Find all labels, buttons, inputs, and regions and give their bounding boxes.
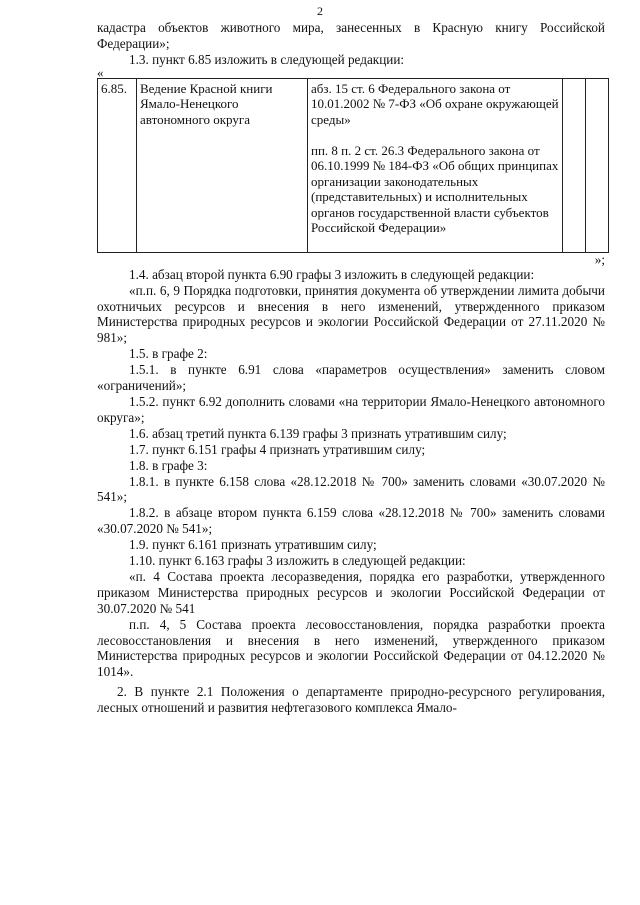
quote-close-mark: »;	[594, 251, 605, 267]
quote-open-mark: «	[97, 64, 104, 80]
paragraph-1-8-1: 1.8.1. в пункте 6.158 слова «28.12.2018 № 700» заменить словами «30.07.2020 № 541»;	[97, 473, 605, 505]
paragraph-1-4: 1.4. абзац второй пункта 6.90 графы 3 изложить в следующей редакции:	[129, 266, 535, 282]
paragraph-2: 2. В пункте 2.1 Положения о департаменте природно-ресурсного регулирования, лесных отношений и развития нефтегазового комплекса Ямало-	[97, 684, 605, 716]
paragraph-1-5: 1.5. в графе 2:	[129, 346, 208, 362]
paragraph-1-10: 1.10. пункт 6.163 графы 3 изложить в следующей редакции:	[129, 553, 466, 569]
paragraph-1-5-2: 1.5.2. пункт 6.92 дополнить словами «на территории Ямало-Ненецкого автономного округа»;	[97, 393, 605, 425]
table-cell-column-5	[586, 78, 609, 252]
paragraph-continuation: кадастра объектов животного мира, занесенных в Красную книгу Российской Федерации»;	[97, 20, 605, 51]
paragraph-1-9: 1.9. пункт 6.161 признать утратившим силу;	[129, 537, 377, 553]
paragraph-1-10-text-1: «п. 4 Состава проекта лесоразведения, порядка его разработки, утвержденного приказом Министерства природных ресурсов и экологии Российской Федерации от 30.07.2020 № 541	[97, 568, 605, 616]
paragraph-1-3: 1.3. пункт 6.85 изложить в следующей редакции:	[129, 51, 405, 67]
page-number: 2	[317, 4, 323, 18]
paragraph-1-5-1: 1.5.1. в пункте 6.91 слова «параметров осуществления» заменить словом «ограничений»;	[97, 362, 605, 394]
table-row	[98, 78, 609, 252]
basis-law-1: абз. 15 ст. 6 Федерального закона от 10.01.2002 № 7-ФЗ «Об охране окружающей среды»	[311, 80, 559, 127]
table-cell-basis	[308, 78, 563, 252]
basis-law-2: пп. 8 п. 2 ст. 26.3 Федерального закона от 06.10.1999 № 184-ФЗ «Об общих принципах организации законодательных (представительных) и исполнительных органов государственной власти субъектов Российской Федерации»	[311, 142, 559, 236]
paragraph-1-4-text: «п.п. 6, 9 Порядка подготовки, принятия документа об утверждении лимита добычи охотничьих ресурсов и внесения в него изменений, утвержденного приказом Министерства природных ресурсов и экологии Российской Федерации от 27.11.2020 № 981»;	[97, 282, 605, 346]
paragraph-1-10-text-2: п.п. 4, 5 Состава проекта лесовосстановления, порядка разработки проекта лесовосстановления и внесения в него изменений, утвержденного приказом Министерства природных ресурсов и экологии Российской Федерации от 04.12.2020 № 1014».	[97, 616, 605, 680]
table-cell-name: Ведение Красной книги Ямало-Ненецкого автономного округа	[137, 78, 308, 252]
table-cell-number: 6.85.	[98, 78, 137, 252]
paragraph-1-8-2: 1.8.2. в абзаце втором пункта 6.159 слова «28.12.2018 № 700» заменить словами «30.07.2020 № 541»;	[97, 505, 605, 537]
paragraph-1-7: 1.7. пункт 6.151 графы 4 признать утратившим силу;	[129, 441, 426, 457]
paragraph-1-8: 1.8. в графе 3:	[129, 457, 208, 473]
table-cell-column-4	[563, 78, 586, 252]
paragraph-1-6: 1.6. абзац третий пункта 6.139 графы 3 признать утратившим силу;	[129, 425, 507, 441]
document-body	[97, 20, 605, 716]
inserted-table	[97, 78, 609, 253]
